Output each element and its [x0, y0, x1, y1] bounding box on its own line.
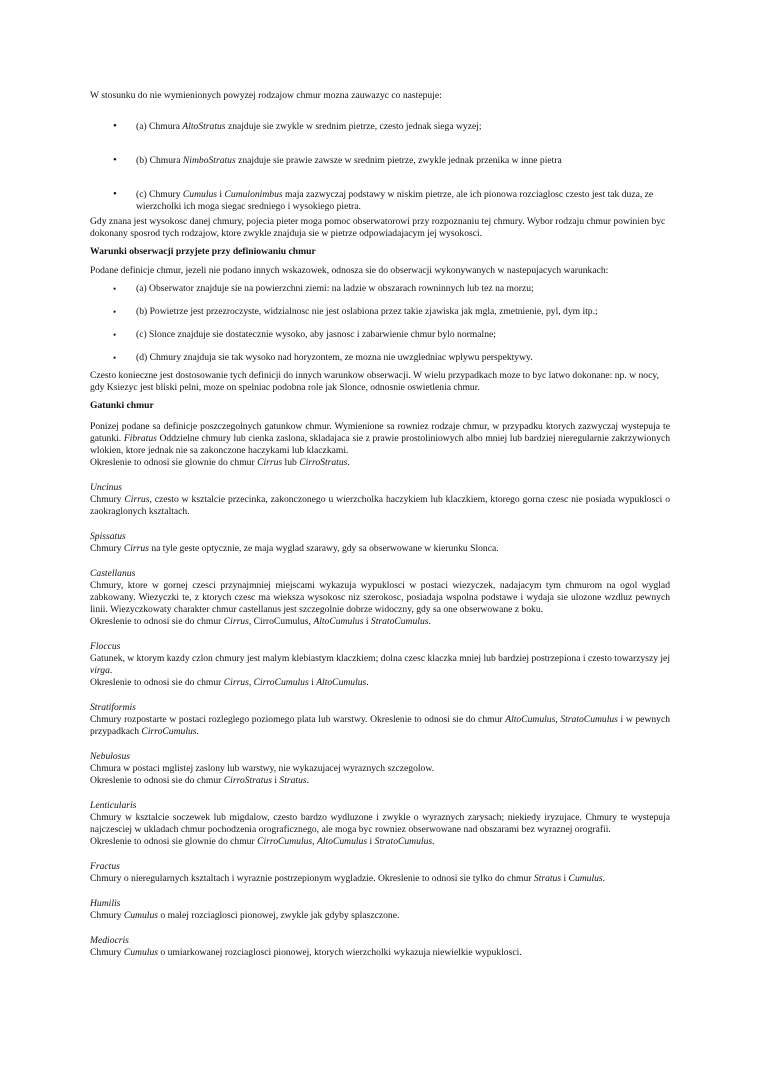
bullet-icon: •	[113, 188, 117, 200]
bullet-icon: •	[113, 353, 117, 363]
species-stratiformis	[90, 702, 670, 738]
species-name: Spissatus	[90, 531, 126, 542]
species-description: Chmury Cumulus o malej rozciaglosci pionowej, zwykle jak gdyby splaszczone.	[90, 910, 400, 921]
species-description: Gatunek, w ktorym kazdy czlon chmury jest malym klebiastym klaczkiem; dolna czesc klaczka mniej lub bardziej postrzepiona i czesto towarzyszy jej virga.	[90, 653, 670, 676]
species-mediocris	[90, 935, 670, 959]
species-reference: Okreslenie to odnosi sie do chmur Cirrus, CirroCumulus i AltoCumulus.	[90, 677, 369, 688]
species-name: Uncinus	[90, 482, 122, 493]
paragraph: Ponizej podane sa definicje poszczegolnych gatunkow chmur. Wymienione sa rowniez rodzaje chmur, w przypadku ktorych zazwyczaj wystepuja te gatunki. Fibratus Oddzielne chmury lub cienka zaslona, skladajaca sie z prawie prostoliniowych albo mniej lub bardziej nieregularnie zakrzywionych wlokien, ktore jednak nie sa zakonczone haczykami lub klaczkami.	[90, 421, 670, 456]
paragraph: Czesto konieczne jest dostosowanie tych definicji do innych warunkow obserwacji. W wielu przypadkach moze to byc latwo dokonane: np. w nocy, gdy Ksiezyc jest bliski pelni, moze on spelniac podobna role jak Slonce, odnosnie oswietlenia chmur.	[90, 370, 659, 393]
list-item: • (b) Powietrze jest przezroczyste, widzialnosc nie jest oslabiona przez takie zjawiska jak mgla, zmetnienie, pyl, dym itp.;	[113, 306, 598, 317]
species-fibratus	[90, 421, 670, 469]
species-description: Chmura w postaci mglistej zaslony lub warstwy, nie wykazujacej wyraznych szczegolow.	[90, 763, 435, 774]
species-name: Nebulosus	[90, 751, 130, 762]
list-item: • (a) Obserwator znajduje sie na powierzchni ziemi: na ladzie w obszarach rowninnych lub tez na morzu;	[113, 283, 534, 294]
species-reference: Okreslenie to odnosi sie do chmur CirroStratus i Stratus.	[90, 775, 310, 786]
species-name: Floccus	[90, 641, 121, 652]
bullet-icon: •	[113, 307, 117, 317]
species-description: Chmury o nieregularnych ksztaltach i wyraznie postrzepionym wygladzie. Okreslenie to odnosi sie tylko do chmur Stratus i Cumulus.	[90, 873, 606, 884]
species-name: Mediocris	[90, 935, 129, 946]
species-name: Stratiformis	[90, 702, 136, 713]
list-item: • (b) Chmura NimboStratus znajduje sie prawie zawsze w srednim pietrze, zwykle jednak przenika w inne pietra	[113, 154, 562, 166]
species-name: Lenticularis	[90, 800, 137, 811]
bullet-icon: •	[113, 120, 117, 132]
species-uncinus	[90, 482, 670, 518]
species-description: Chmury, ktore w gornej czesci przynajmniej miejscami wykazuja wypuklosci w postaci wiezyczek, nadajacym tym chmurom na ogol wyglad zabkowany. Wiezyczki te, z ktorych czesc ma wieksza wysokosc niz szerokosc, posiadaja wspolna podstawe i wydaja sie ulozone wzdluz pewnych linii. Wiezyczkowaty charakter chmur castellanus jest szczegolnie dobrze widoczny, gdy sa one obserwowane z boku.	[90, 580, 670, 615]
species-nebulosus	[90, 751, 670, 787]
section-heading: Warunki obserwacji przyjete przy definiowaniu chmur	[90, 246, 316, 257]
bullet-icon: •	[113, 284, 117, 294]
list-item: • (d) Chmury znajduja sie tak wysoko nad horyzontem, ze mozna nie uwzgledniac wplywu perspektywy.	[113, 352, 533, 363]
species-description: Chmury rozpostarte w postaci rozleglego poziomego plata lub warstwy. Okreslenie to odnosi sie do chmur AltoCumulus, StratoCumulus i w pewnych przypadkach CirroCumulus.	[90, 714, 671, 737]
intro-paragraph: W stosunku do nie wymienionych powyzej rodzajow chmur mozna zauwazyc co nastepuje:	[90, 90, 442, 101]
species-description: Chmury Cirrus, czesto w ksztalcie przecinka, zakonczonego u wierzcholka haczykiem lub klaczkiem, ktorego gorna czesc nie posiada wypuklosci o zaokraglonych ksztaltach.	[90, 494, 670, 517]
species-name: Fibratus	[123, 433, 157, 444]
species-description: Chmury Cirrus na tyle geste optycznie, ze maja wyglad szarawy, gdy sa obserwowane w kierunku Slonca.	[90, 543, 499, 554]
list-item: • (c) Chmury Cumulus i Cumulonimbus maja zazwyczaj podstawy w niskim pietrze, ale ich pionowa rozciaglosc czesto jest tak duza, ze wierzcholki ich moga siegac sredniego i wysokiego pietra.	[113, 188, 654, 212]
species-description: Chmury w ksztalcie soczewek lub migdalow, czesto bardzo wydluzone i zwykle o wyraznych zarysach; niekiedy iryzujace. Chmury te wystepuja najczesciej w ukladach chmur pochodzenia orograficznego, ale moga byc rowniez obserwowane nad obszarami bez wyraznej orografii.	[90, 812, 670, 835]
list-item: • (a) Chmura AltoStratus znajduje sie zwykle w srednim pietrze, czesto jednak siega wyzej;	[113, 120, 482, 132]
floor-notes-list	[90, 121, 670, 213]
species-spissatus	[90, 531, 670, 555]
document-page	[90, 90, 670, 972]
bullet-icon: •	[113, 154, 117, 166]
conditions-list	[90, 283, 670, 364]
species-name: Castellanus	[90, 568, 136, 579]
species-description: Chmury Cumulus o umiarkowanej rozciaglosci pionowej, ktorych wierzcholki wykazuja niewielkie wypuklosci.	[90, 947, 522, 958]
paragraph: Podane definicje chmur, jezeli nie podano innych wskazowek, odnosza sie do obserwacji wykonywanych w nastepujacych warunkach:	[90, 265, 609, 276]
species-fractus	[90, 861, 670, 885]
species-castellanus	[90, 568, 670, 628]
species-lenticularis	[90, 800, 670, 848]
species-floccus	[90, 641, 670, 689]
species-reference: Okreslenie to odnosi sie glownie do chmur CirroCumulus, AltoCumulus i StratoCumulus.	[90, 836, 435, 847]
paragraph: Gdy znana jest wysokosc danej chmury, pojecia pieter moga pomoc obserwatorowi przy rozpoznaniu tej chmury. Wybor rodzaju chmur powinien byc dokonany sposrod tych rodzajow, ktore zwykle znajduja sie w pietrze odpowiadajacym jej wysokosci.	[90, 216, 666, 239]
species-name: Humilis	[90, 898, 121, 909]
species-reference: Okreslenie to odnosi sie glownie do chmur Cirrus lub CirroStratus.	[90, 457, 350, 468]
species-name: Fractus	[90, 861, 120, 872]
species-reference: Okreslenie to odnosi sie do chmur Cirrus, CirroCumulus, AltoCumulus i StratoCumulus.	[90, 616, 431, 627]
section-heading: Gatunki chmur	[90, 400, 154, 411]
species-humilis	[90, 898, 670, 922]
list-item: • (c) Slonce znajduje sie dostatecznie wysoko, aby jasnosc i zabarwienie chmur bylo normalne;	[113, 329, 496, 340]
bullet-icon: •	[113, 330, 117, 340]
